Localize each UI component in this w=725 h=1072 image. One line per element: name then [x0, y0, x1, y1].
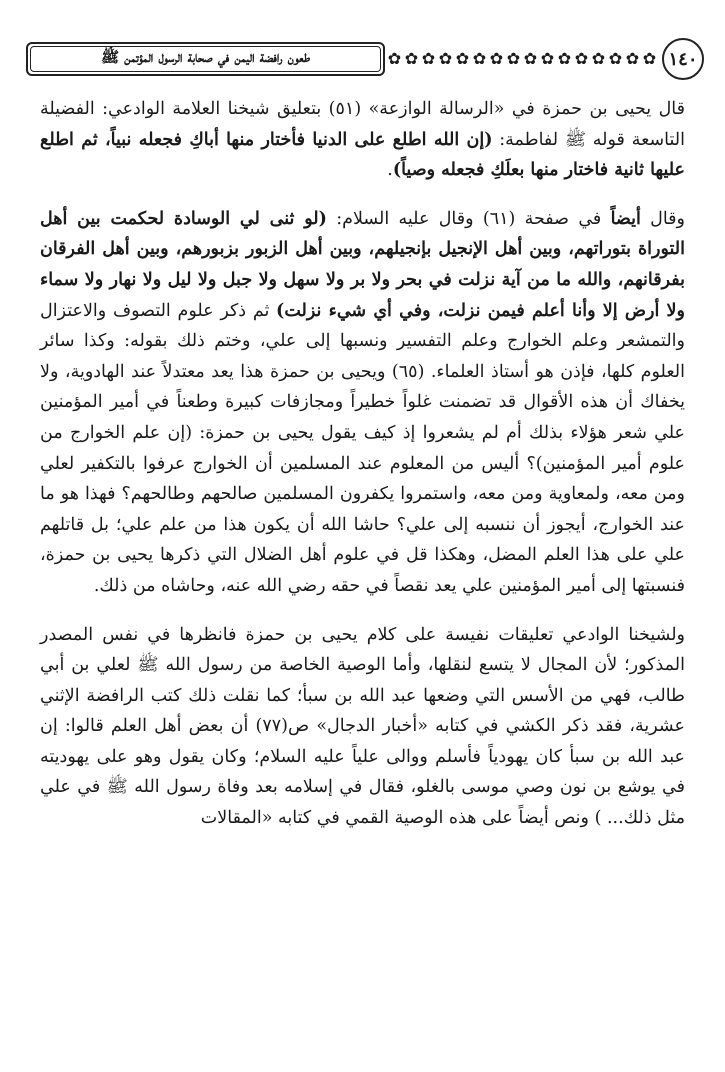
flower-ornament-icon: ✿: [642, 48, 657, 68]
flower-ornament-icon: ✿: [387, 48, 402, 68]
flower-ornament-icon: ✿: [557, 48, 572, 68]
flower-ornament-icon: ✿: [404, 48, 419, 68]
flower-ornament-icon: ✿: [455, 48, 470, 68]
flower-ornament-icon: ✿: [591, 48, 606, 68]
flower-ornament-icon: ✿: [438, 48, 453, 68]
flower-ornament-icon: ✿: [421, 48, 436, 68]
text-run: .: [387, 160, 393, 181]
running-title: طعون رافضة اليمن في صحابة الرسول المؤتمن ﷺ: [26, 42, 385, 76]
bold-quote: (إن الله اطلع على الدنيا فأختار منها أباكِ فجعله نبياً، ثم اطلع عليها ثانية فاختار منها بعلَكِ فجعله وصياً): [40, 129, 685, 181]
flower-ornament-icon: ✿: [489, 48, 504, 68]
text-run: وقال: [640, 208, 685, 229]
page-number: ١٤٠: [662, 38, 704, 80]
flower-ornament-icon: ✿: [540, 48, 555, 68]
paragraph: [40, 620, 685, 834]
bold-quote: (لو ثنى لي الوسادة لحكمت بين أهل التوراة بتوراتهم، وبين أهل الإنجيل بإنجيلهم، وبين أهل الزبور بزبورهم، وبين أهل الفرقان بفرقانهم، والله ما من آية نزلت في بحر ولا بر ولا سهل ولا جبل ولا ليل ولا نهار ولا سماء ولا أرض إلا وأنا أعلم فيمن نزلت، وفي أي شيء نزلت): [40, 208, 685, 321]
page-header: [26, 32, 704, 82]
flower-ornament-icon: ✿: [523, 48, 538, 68]
paragraph: [40, 204, 685, 602]
body-text: [40, 94, 685, 834]
flower-ornament-icon: ✿: [472, 48, 487, 68]
text-run: ثم ذكر علوم التصوف والاعتزال والتمشعر وعلم الخوارج وعلم التفسير ونسبها إلى علي، وختم ذلك بقوله: وكذا سائر العلوم كلها، فإذن هو أستاذ العلماء. (٦٥) ويحيى بن حمزة هذا يعد معتدلاً عند الهادوية، ولا يخفاك أن هذه الأقوال قد تضمنت غلواً خطيراً ومجازفات كبيرة وطعناً في أمير المؤمنين علي شعر هؤلاء بذلك أم لم يشعروا إذ كيف يقول يحيى بن حمزة: (إن علم الخوارج من علوم أمير المؤمنين)؟ أليس من المعلوم عند المسلمين أن الخوارج عرفوا بالتكفير لعلي ومن معه، ولمعاوية ومن معه، واستمروا يكفرون المسلمين صالحهم وطالحهم؟ فهذا هو ما عند الخوارج، أيجوز أن ننسبه إلى علي؟ حاشا الله أن يكون هذا من علم علي؛ بل قاتلهم علي على هذا العلم المضل، وهكذا قل في علوم أهل الضلال التي ذكرها يحيى بن حمزة، فنسبتها إلى أمير المؤمنين علي يعد نقصاً في حقه رضي الله عنه، وحاشاه من ذلك.: [40, 300, 685, 596]
paragraph: [40, 94, 685, 186]
flower-ornament-icon: ✿: [625, 48, 640, 68]
text-run: ولشيخنا الوادعي تعليقات نفيسة على كلام يحيى بن حمزة فانظرها في نفس المصدر المذكور؛ لأن المجال لا يتسع لنقلها، وأما الوصية الخاصة من رسول الله ﷺ لعلي بن أبي طالب، فهي من الأسس التي وضعها عبد الله بن سبأ؛ كما نقلت ذلك كتب الرافضة الإثني عشرية، فقد ذكر الكشي في كتابه «أخبار الدجال» ص(٧٧) أن بعض أهل العلم قالوا: إن عبد الله بن سبأ كان يهودياً فأسلم ووالى علياً عليه السلام؛ وكان يقول وهو على يهوديته في يوشع بن نون وصي موسى بالغلو، فقال في إسلامه بعد وفاة رسول الله ﷺ في علي مثل ذلك... ) ونص أيضاً على هذه الوصية القمي في كتابه «المقالات: [40, 624, 685, 829]
text-run: في صفحة (٦١) وقال عليه السلام:: [326, 208, 611, 229]
flower-ornament-icon: ✿: [574, 48, 589, 68]
header-ornament-row: [386, 46, 658, 70]
flower-ornament-icon: ✿: [608, 48, 623, 68]
text-run: قال يحيى بن حمزة في «الرسالة الوازعة» (٥١) بتعليق شيخنا العلامة الوادعي: الفضيلة التاسعة قوله ﷺ لفاطمة:: [40, 99, 685, 150]
flower-ornament-icon: ✿: [506, 48, 521, 68]
bold-quote: أيضاً: [610, 208, 641, 229]
